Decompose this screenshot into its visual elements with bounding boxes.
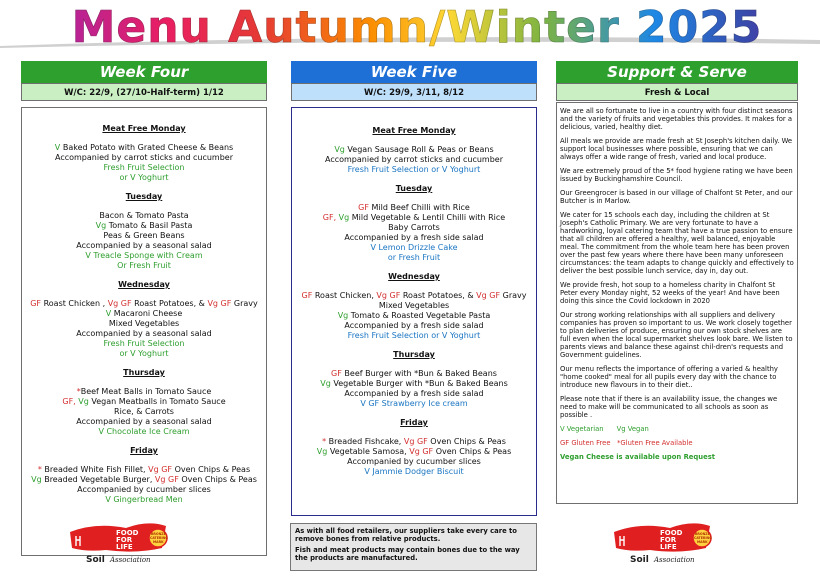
week-four-column bbox=[21, 61, 267, 556]
vegan-gf-tag: Vg GF bbox=[107, 299, 132, 308]
accompaniment: Accompanied by a seasonal salad bbox=[76, 329, 212, 338]
gluten-free-tag: GF, bbox=[322, 213, 337, 222]
dessert-option: Fresh Fruit Selection or V Yoghurt bbox=[347, 331, 481, 340]
gluten-free-tag: GF bbox=[301, 291, 313, 300]
week-five-menu-box bbox=[291, 107, 537, 516]
vegan-gf-tag: Vg GF bbox=[207, 299, 232, 308]
notice-paragraph: As with all food retailers, our suppliers take every care to remove bones from relative products. bbox=[295, 527, 517, 543]
gluten-free-available-tag: * bbox=[322, 437, 327, 446]
day-wednesday bbox=[292, 272, 536, 341]
gluten-free-tag: GF bbox=[30, 299, 42, 308]
dish: Vegetable Burger with *Bun & Baked Beans bbox=[330, 379, 508, 388]
dessert-option: Or Fresh Fruit bbox=[117, 261, 171, 270]
vegan-tag: Vg bbox=[95, 221, 107, 230]
accompaniment: Accompanied by a fresh side salad bbox=[344, 321, 484, 330]
gluten-free-available-tag: * bbox=[37, 465, 42, 474]
dessert-option: V Treacle Sponge with Cream bbox=[85, 251, 203, 260]
vegan-tag: Vg bbox=[337, 311, 349, 320]
support-paragraph: We are all so fortunate to live in a country with four distinct seasons and the variety of fruits and vegetables this provides. It makes for a delicious, varied, healthy diet. bbox=[560, 107, 793, 131]
gluten-free-tag: GF, bbox=[62, 397, 76, 406]
dish: Oven Chips & Peas bbox=[172, 465, 251, 474]
dish: Roast Potatoes, & bbox=[400, 291, 477, 300]
bones-notice bbox=[290, 523, 537, 571]
week-four-banner: Week Four bbox=[21, 61, 267, 83]
dish: Roast Chicken, bbox=[312, 291, 377, 300]
logo-text: Soil bbox=[630, 555, 649, 565]
accompaniment: Accompanied by carrot sticks and cucumber bbox=[324, 155, 503, 164]
day-title: Meat Free Monday bbox=[372, 126, 456, 135]
side: Peas & Green Beans bbox=[103, 231, 185, 240]
logo-text: FOOD bbox=[116, 529, 139, 537]
notice-paragraph: Fish and meat products may contain bones due to the way the products are manufactured. bbox=[295, 546, 520, 562]
dessert-option: Fresh Fruit Selection or V Yoghurt bbox=[347, 165, 481, 174]
logo-text: CATERING bbox=[150, 536, 168, 540]
legend-gluten-free: GF Gluten Free bbox=[560, 439, 611, 447]
dish: Beef Meat Balls in Tomato Sauce bbox=[80, 387, 212, 396]
day-thursday bbox=[22, 368, 266, 437]
title-area bbox=[0, 0, 820, 58]
vegan-tag: Vg bbox=[75, 397, 89, 406]
logo-text: BRONZE bbox=[695, 532, 710, 536]
gluten-free-tag: GF bbox=[358, 203, 369, 212]
dish: Vegan Sausage Roll & Peas or Beans bbox=[344, 145, 494, 154]
vegan-gf-tag: Vg GF bbox=[409, 447, 434, 456]
logo-text: Association bbox=[110, 556, 151, 564]
week-five-column bbox=[291, 61, 537, 516]
food-for-life-logo bbox=[66, 518, 176, 568]
day-title: Friday bbox=[130, 446, 158, 455]
side: Mixed Vegetables bbox=[108, 319, 180, 328]
week-five-dates: W/C: 29/9, 3/11, 8/12 bbox=[291, 83, 537, 101]
dessert-option: Fresh Fruit Selection bbox=[103, 163, 185, 172]
vegan-tag: Vg bbox=[320, 379, 331, 388]
vegan-tag: Vg bbox=[31, 475, 42, 484]
dish: Tomato & Roasted Vegetable Pasta bbox=[348, 311, 491, 320]
dish: Oven Chips & Peas bbox=[178, 475, 257, 484]
day-thursday bbox=[292, 350, 536, 409]
logo-text: Soil bbox=[86, 555, 105, 565]
support-text-box bbox=[556, 102, 798, 504]
day-tuesday bbox=[22, 192, 266, 271]
day-title: Thursday bbox=[123, 368, 165, 377]
support-paragraph: Our menu reflects the importance of offering a varied & healthy "home cooked" meal for all pupils every day with the chance to introduce new flavours in to their diet.. bbox=[560, 365, 778, 389]
vegetarian-tag: V bbox=[105, 309, 112, 318]
dish: Tomato & Basil Pasta bbox=[106, 221, 193, 230]
dish: Mild Beef Chilli with Rice bbox=[368, 203, 470, 212]
vegan-tag: Vg bbox=[316, 447, 328, 456]
logo-text: FOR bbox=[116, 536, 133, 544]
support-paragraph: All meals we provide are made fresh at St Joseph's kitchen daily. We support local businesses where possible, ensuring that we can always offer a wide range of fresh, varied and local produce. bbox=[560, 137, 793, 161]
legend-vegetarian: V Vegetarian bbox=[560, 425, 604, 433]
legend-diet bbox=[560, 425, 794, 433]
logo-text: FOOD bbox=[660, 529, 683, 537]
gluten-free-available-tag: * bbox=[76, 387, 81, 396]
gluten-free-tag: GF bbox=[331, 369, 342, 378]
dish: Oven Chips & Peas bbox=[433, 447, 512, 456]
day-title: Wednesday bbox=[388, 272, 440, 281]
day-wednesday bbox=[22, 280, 266, 359]
side: Mixed Vegetables bbox=[378, 301, 450, 310]
day-title: Friday bbox=[400, 418, 428, 427]
accompaniment: Accompanied by a fresh side salad bbox=[344, 233, 484, 242]
vegan-gf-tag: Vg GF bbox=[376, 291, 401, 300]
dish: Bacon & Tomato Pasta bbox=[99, 211, 189, 220]
vegan-gf-tag: Vg GF bbox=[154, 475, 179, 484]
dish: Roast Potatoes, & bbox=[131, 299, 208, 308]
dish: Breaded Fishcake, bbox=[326, 437, 404, 446]
dessert-option: Fresh Fruit Selection bbox=[103, 339, 185, 348]
side: Baby Carrots bbox=[388, 223, 440, 232]
day-title: Meat Free Monday bbox=[102, 124, 186, 133]
logo-text: FOR bbox=[660, 536, 677, 544]
day-tuesday bbox=[292, 184, 536, 263]
side: Rice, & Carrots bbox=[114, 407, 174, 416]
accompaniment: Accompanied by a fresh side salad bbox=[344, 389, 484, 398]
logo-text: MARK bbox=[697, 540, 708, 544]
day-friday bbox=[292, 418, 536, 477]
accompaniment: Accompanied by a seasonal salad bbox=[76, 417, 212, 426]
support-paragraph: We provide fresh, hot soup to a homeless charity in Chalfont St Peter every Monday night, 52 weeks of the year! And have been doing this since the Covid lockdown in 2020 bbox=[560, 281, 780, 305]
dish: Breaded Vegetable Burger, bbox=[41, 475, 155, 484]
dish: Gravy bbox=[231, 299, 258, 308]
logo-text: CATERING bbox=[694, 536, 712, 540]
accompaniment: Accompanied by carrot sticks and cucumber bbox=[54, 153, 233, 162]
logo-text: Association bbox=[654, 556, 695, 564]
vegan-gf-tag: Vg GF bbox=[476, 291, 501, 300]
dish: Oven Chips & Peas bbox=[427, 437, 506, 446]
dish: Baked Potato with Grated Cheese & Beans bbox=[60, 143, 234, 152]
support-paragraph: Please note that if there is an availability issue, the changes we need to make will be communicated to all schools as soon as possible . bbox=[560, 395, 778, 419]
support-paragraph: Our strong working relationships with all suppliers and delivery companies has proven so important to us. We work closely together to plan deliveries of produce, ensuring our own stock shelves are full even when the local supermarket shelves look bare. We listen to parents views and balance these against chil-dren's requests and Government guidelines. bbox=[560, 311, 793, 359]
day-friday bbox=[22, 446, 266, 505]
logo-text: BRONZE bbox=[151, 532, 166, 536]
legend-gluten-free-available: *Gluten Free Available bbox=[617, 439, 693, 447]
dessert-option: V Lemon Drizzle Cake bbox=[370, 243, 458, 252]
dish: Macaroni Cheese bbox=[111, 309, 183, 318]
dish: Roast Chicken , bbox=[41, 299, 108, 308]
support-paragraph: We cater for 15 schools each day, including the children at St Joseph's Catholic Primary. We are very fortunate to have a hardworking, loyal catering team that have a true passion to ensure that all children are offered a healthy, well balanced, enjoyable meal. The commitment from the whole team here has been proven over the past few years where there have been many unforeseen circumstances: the team adapts to change quickly and effectively to deliver the best possible lunch service, day in, day out. bbox=[560, 211, 794, 275]
page-title: Menu Autumn/Winter 2025 bbox=[22, 4, 812, 52]
logo-text: LIFE bbox=[660, 543, 677, 551]
food-for-life-logo bbox=[610, 518, 720, 568]
accompaniment: Accompanied by a seasonal salad bbox=[76, 241, 212, 250]
vegan-gf-tag: Vg GF bbox=[148, 465, 173, 474]
accompaniment: Accompanied by cucumber slices bbox=[77, 485, 211, 494]
logo-text: MARK bbox=[153, 540, 164, 544]
dessert-option: V Gingerbread Men bbox=[105, 495, 183, 504]
dessert-option: or V Yoghurt bbox=[119, 349, 169, 358]
vegan-gf-tag: Vg GF bbox=[403, 437, 428, 446]
day-title: Wednesday bbox=[118, 280, 170, 289]
legend-vegan-cheese: Vegan Cheese is available upon Request bbox=[560, 453, 716, 461]
day-monday bbox=[22, 124, 266, 183]
dish: Vegan Meatballs in Tomato Sauce bbox=[88, 397, 226, 406]
dessert-option: V Jammie Dodger Biscuit bbox=[364, 467, 464, 476]
support-paragraph: Our Greengrocer is based in our village of Chalfont St Peter, and our Butcher is in Marlow. bbox=[560, 189, 793, 205]
dish: Vegetable Samosa, bbox=[327, 447, 410, 456]
logo-text: LIFE bbox=[116, 543, 133, 551]
week-four-dates: W/C: 22/9, (27/10-Half-term) 1/12 bbox=[21, 83, 267, 101]
vegetarian-tag: V bbox=[54, 143, 61, 152]
dish: Mild Vegetable & Lentil Chilli with Rice bbox=[349, 213, 506, 222]
dessert-option: V Chocolate Ice Cream bbox=[98, 427, 190, 436]
vegan-tag: Vg bbox=[336, 213, 350, 222]
dish: Gravy bbox=[500, 291, 527, 300]
support-subheading: Fresh & Local bbox=[556, 83, 798, 101]
day-title: Tuesday bbox=[125, 192, 163, 201]
dish: Breaded White Fish Fillet, bbox=[41, 465, 149, 474]
legend-gluten bbox=[560, 439, 794, 447]
day-monday bbox=[292, 126, 536, 175]
day-title: Tuesday bbox=[395, 184, 433, 193]
week-five-banner: Week Five bbox=[291, 61, 537, 83]
dessert-option: or Fresh Fruit bbox=[387, 253, 441, 262]
week-four-menu-box bbox=[21, 107, 267, 556]
day-title: Thursday bbox=[393, 350, 435, 359]
dessert-option: or V Yoghurt bbox=[119, 173, 169, 182]
support-column bbox=[556, 61, 798, 504]
accompaniment: Accompanied by cucumber slices bbox=[347, 457, 481, 466]
dessert-option: V GF Strawberry Ice cream bbox=[360, 399, 468, 408]
support-banner: Support & Serve bbox=[556, 61, 798, 83]
legend-vegan: Vg Vegan bbox=[616, 425, 649, 433]
support-paragraph: We are extremely proud of the 5* food hygiene rating we have been issued by Buckinghamshire Council. bbox=[560, 167, 793, 183]
dish: Beef Burger with *Bun & Baked Beans bbox=[341, 369, 497, 378]
vegan-tag: Vg bbox=[334, 145, 345, 154]
